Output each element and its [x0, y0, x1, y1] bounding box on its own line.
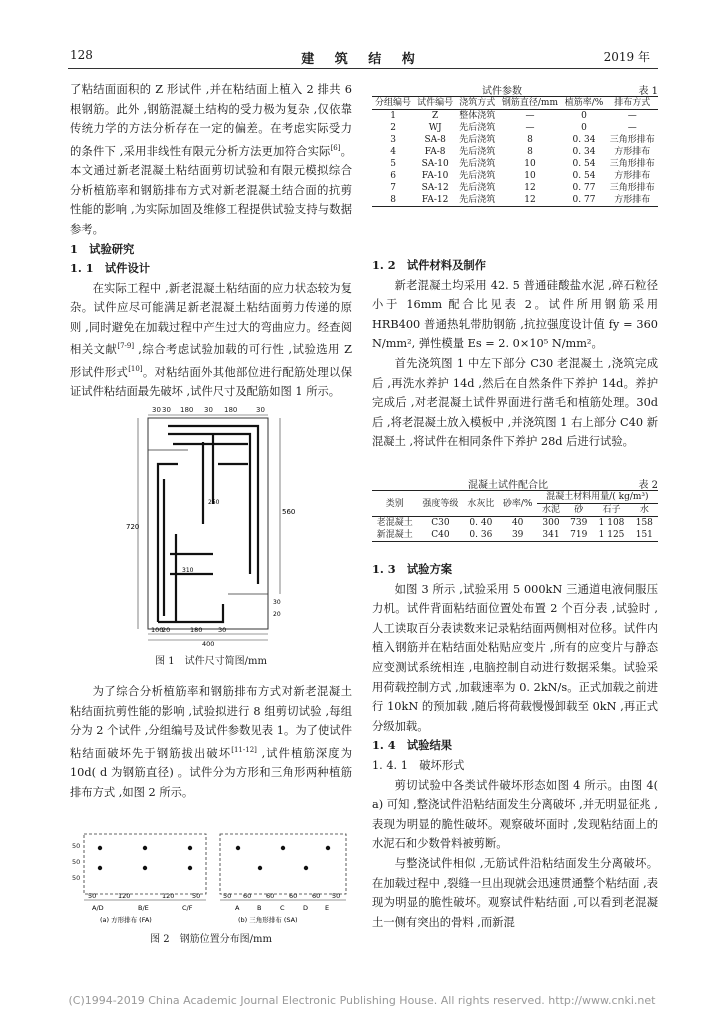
table-1 — [372, 96, 658, 207]
design-paragraph: 在实际工程中 ,新老混凝土粘结面的应力状态较为复杂。试件应尽可能满足新老混凝土粘结面剪力传递的原则 ,同时避免在加载过程中产生过大的弯曲应力。经查阅相关文献[7-9] ,综合考虑试验加载的可行性 ,试验选用 Z 形试件形式[10]。对粘结面外其他部位进行配筋处理以保证试件粘结面最先破坏 ,试件尺寸及配筋如图 1 所示。 — [70, 281, 352, 399]
table-row — [372, 134, 658, 146]
table-header: 强度等级 — [422, 498, 459, 509]
table-2 — [372, 490, 658, 542]
table-row — [372, 122, 658, 134]
fig2-vdim: 50 — [72, 842, 81, 850]
table-cell: WJ — [428, 123, 442, 133]
fig2-vdim: 50 — [72, 858, 81, 866]
table-cell: FA-8 — [424, 147, 446, 157]
left-column-bottom — [70, 682, 352, 802]
fig1-dim: 30 — [256, 406, 265, 414]
fig2a-letter: A/D — [92, 904, 104, 912]
table-cell: 39 — [511, 530, 524, 540]
fig2b-dim: 50 — [223, 892, 232, 900]
right-column-top — [372, 256, 658, 452]
table-cell: 三角形排布 — [609, 183, 655, 193]
table-header: 试件编号 — [417, 98, 454, 108]
failure-paragraph-2: 与整浇试件相似 ,无筋试件沿粘结面发生分离破坏。在加载过程中 ,裂缝一旦出现就会迅速贯通整个粘结面 ,表现为明显的脆性破坏。观察试件粘结面 ,可以看到老混凝土一侧有突出的骨料 ,而新混 — [372, 856, 658, 929]
table-row — [372, 146, 658, 158]
table-row — [372, 158, 658, 170]
table-row — [372, 182, 658, 194]
table-cell: 0. 36 — [469, 530, 493, 540]
table-cell: 40 — [511, 518, 524, 528]
table-cell: 0 — [581, 123, 587, 133]
page-number: 128 — [70, 48, 93, 62]
table-header: 水 — [639, 505, 649, 515]
fig2b-letter: E — [325, 904, 330, 912]
table-cell: 1 125 — [598, 530, 625, 540]
table-cell: 3 — [390, 135, 396, 145]
table-header: 水灰比 — [467, 498, 495, 509]
table-cell: — — [525, 111, 535, 121]
table-header: 混凝土材料用量/( kg/m³) — [537, 491, 658, 504]
table-cell: 老混凝土 — [376, 518, 413, 528]
table-cell: 三角形排布 — [609, 135, 655, 145]
section-1-3-heading: 1. 3 试验方案 — [372, 562, 453, 576]
right-column-bottom — [372, 560, 658, 932]
table-header: 石子 — [602, 505, 621, 515]
table-cell: 先后浇筑 — [459, 159, 496, 169]
table-header: 浇筑方式 — [459, 98, 496, 108]
fig2-vdim: 50 — [72, 874, 81, 882]
table-cell: 4 — [390, 147, 396, 157]
table-header: 分组编号 — [375, 98, 412, 108]
table-cell: 先后浇筑 — [459, 195, 496, 205]
table-row — [372, 170, 658, 182]
left-column-top — [70, 80, 352, 402]
fig2b-letter: D — [303, 904, 309, 912]
table-cell: C40 — [431, 530, 450, 540]
table-cell: 300 — [542, 518, 560, 528]
fig2a-letter: B/E — [138, 904, 149, 912]
section-1-heading: 1 试验研究 — [70, 241, 135, 256]
fig1-dim: 30 — [162, 406, 171, 414]
table-cell: 0. 77 — [572, 195, 596, 205]
fig2b-dim: 60 — [243, 892, 252, 900]
table-cell: 新混凝土 — [376, 530, 413, 540]
table-row — [372, 194, 658, 207]
fig1-dim: 30 — [204, 406, 213, 414]
table-cell: 0. 40 — [469, 518, 493, 528]
section-1-1-heading: 1. 1 试件设计 — [70, 261, 151, 276]
table-cell: 0. 34 — [572, 135, 596, 145]
table-cell: SA-8 — [424, 135, 446, 145]
figure-1-specimen-drawing — [118, 404, 298, 650]
table-cell: 先后浇筑 — [459, 123, 496, 133]
table-cell: 方形排布 — [614, 147, 651, 157]
table-cell: 719 — [570, 530, 588, 540]
figure-2-caption: 图 2 钢筋位置分布图/mm — [150, 934, 272, 945]
table-cell: 先后浇筑 — [459, 171, 496, 181]
table-cell: 0 — [581, 111, 587, 121]
table-cell: 0. 54 — [572, 159, 596, 169]
test-plan-paragraph: 如图 3 所示 ,试验采用 5 000kN 三通道电液伺服压力机。试件背面粘结面位置处布置 2 个百分表 ,试验时 ,人工读取百分表读数来记录粘结面两侧相对位移。试件内植入钢筋并在粘结面处粘贴应变片 ,所有的应变片与静态应变测试系统相连 ,电脑控制自动进行数据采集。试验采用荷载控制方式 ,加载速率为 0. 2kN/s。正式加载之前进行 10kN 的预加载 ,随后将荷载慢慢卸载至 0kN ,再正式分级加载。 — [372, 582, 658, 733]
table-cell: FA-10 — [421, 171, 449, 181]
fig1-dim: 180 — [180, 406, 194, 414]
table-cell: FA-12 — [421, 195, 449, 205]
fig2b-letter: B — [257, 904, 262, 912]
table-cell: 方形排布 — [614, 171, 651, 181]
fig1-dim-560: 560 — [282, 508, 296, 516]
fig2b-letter: A — [235, 904, 240, 912]
table-header: 类别 — [385, 498, 404, 509]
section-1-4-1-heading: 1. 4. 1 破坏形式 — [372, 758, 465, 772]
fig2b-dim: 60 — [266, 892, 275, 900]
fig2a-label: (a) 方形排布 (FA) — [100, 916, 152, 924]
table-cell: 7 — [390, 183, 396, 193]
table-cell: 12 — [524, 195, 536, 205]
intro-paragraph: 了粘结面面积的 Z 形试件 ,并在粘结面上植入 2 排共 6 根钢筋。此外 ,钢筋混凝土结构的受力极为复杂 ,仅依靠传统力学的方法分析存在一定的偏差。在考虑实际受力的条件下 ,采用非线性有限元分析方法更加符合实际[6]。本文通过新老混凝土粘结面剪切试验和有限元模拟综合分析植筋率和钢筋排布方式对新老混凝土结合面的抗剪性能的影响 ,为实际加固及维修工程提供试验支持与数据参考。 — [70, 83, 352, 236]
table-cell: 5 — [390, 159, 396, 169]
table-cell: 先后浇筑 — [459, 147, 496, 157]
table-cell: — — [525, 123, 535, 133]
table-cell: 341 — [542, 530, 560, 540]
table-cell: 10 — [524, 159, 536, 169]
fig1-dim-720: 720 — [126, 523, 140, 531]
table-row — [372, 529, 658, 542]
journal-year: 2019 年 — [603, 50, 650, 64]
fig1-dim-20: 20 — [273, 611, 281, 618]
grouping-paragraph: 为了综合分析植筋率和钢筋排布方式对新老混凝土粘结面抗剪性能的影响 ,试验拟进行 8 组剪切试验 ,每组分为 2 个试件 ,分组编号及试件参数见表 1。为了使试件粘结面破坏先于钢筋拔出破坏[11-12] ,试件植筋深度为 10d( d 为钢筋直径) 。试件分为方形和三角形两种植筋排布方式 ,如图 2 所示。 — [70, 685, 352, 799]
fabrication-paragraph: 首先浇筑图 1 中左下部分 C30 老混凝土 ,浇筑完成后 ,再洗水养护 14d ,然后在自然条件下养护 14d。养护完成后 ,对老混凝土试件界面进行凿毛和植筋处理。30d 后 ,将老混凝土放入模板中 ,并浇筑图 1 右上部分 C40 新混凝土 ,将试件在相同条件下养护 28d 后进行试验。 — [372, 356, 658, 449]
table-cell: — — [627, 123, 637, 133]
table-cell: 10 — [524, 171, 536, 181]
fig1-dim: 100 — [151, 626, 164, 634]
table-cell: 6 — [390, 171, 396, 181]
table-cell: 0. 77 — [572, 183, 596, 193]
fig1-dim: 180 — [224, 406, 238, 414]
fig2b-dim: 50 — [332, 892, 341, 900]
fig2a-letter: C/F — [182, 904, 193, 912]
table-header: 砂 — [574, 505, 584, 515]
table-cell: 整体浇筑 — [459, 111, 496, 121]
table-cell: 158 — [635, 518, 653, 528]
table-header: 水泥 — [541, 505, 560, 515]
table-header: 砂率/% — [502, 498, 533, 509]
table-cell: 先后浇筑 — [459, 183, 496, 193]
fig2a-dim: 120 — [118, 892, 131, 900]
section-1-4-heading: 1. 4 试验结果 — [372, 738, 453, 753]
table-cell: 三角形排布 — [609, 159, 655, 169]
fig2b-label: (b) 三角形排布 (SA) — [238, 916, 298, 924]
materials-paragraph: 新老混凝土均采用 42. 5 普通硅酸盐水泥 ,碎石粒径小于 16mm 配合比见表 2。试件所用钢筋采用 HRB400 普通热轧带肋钢筋 ,抗拉强度设计值 fy = 360 N/mm², 弹性模量 Es = 2. 0×10⁵ N/mm²。 — [372, 278, 658, 351]
table-cell: Z — [432, 111, 439, 121]
table-cell: 0. 54 — [572, 171, 596, 181]
table-cell: C30 — [431, 518, 450, 528]
table-cell: 151 — [635, 530, 653, 540]
header-rule — [68, 68, 658, 69]
failure-paragraph-1: 剪切试验中各类试件破坏形态如图 4 所示。由图 4( a) 可知 ,整浇试件沿粘结面发生分离破坏 ,并无明显征兆 ,表现为明显的脆性破坏。观察破坏面时 ,发现粘结面上的水泥石和少数骨料被剪断。 — [372, 778, 658, 851]
table-cell: — — [627, 111, 637, 121]
table-cell: 2 — [390, 123, 396, 133]
table-cell: 方形排布 — [614, 195, 651, 205]
table-cell: SA-10 — [421, 159, 449, 169]
fig1-dim: 30 — [218, 626, 227, 634]
fig2b-letter: C — [280, 904, 285, 912]
fig1-dim: 30 — [152, 406, 161, 414]
fig2a-dim: 50 — [88, 892, 97, 900]
figure-2-rebar-layout — [70, 830, 352, 930]
fig2b-dim: 60 — [289, 892, 298, 900]
table-cell: 0. 34 — [572, 147, 596, 157]
table-cell: 8 — [527, 147, 533, 157]
fig1-dim-30: 30 — [273, 599, 281, 606]
fig1-dim: 20 — [162, 626, 171, 634]
fig2b-dim: 60 — [312, 892, 321, 900]
fig2a-dim: 50 — [192, 892, 201, 900]
fig1-dim-310: 310 — [182, 567, 194, 574]
table-cell: SA-12 — [421, 183, 449, 193]
table-row — [372, 110, 658, 123]
fig2a-dim: 120 — [162, 892, 175, 900]
fig1-dim: 180 — [190, 626, 203, 634]
section-1-2-heading: 1. 2 试件材料及制作 — [372, 258, 486, 272]
table-header: 植筋率/% — [564, 98, 604, 108]
journal-title: 建 筑 结 构 — [301, 52, 423, 67]
table-cell: 先后浇筑 — [459, 135, 496, 145]
copyright-footer: (C)1994-2019 China Academic Journal Electronic Publishing House. All rights reserved. http://www.cnki.net — [68, 994, 656, 1007]
table-cell: 1 108 — [598, 518, 625, 528]
table-header: 钢筋直径/mm — [501, 98, 558, 108]
table-header: 排布方式 — [614, 98, 651, 108]
table-cell: 8 — [527, 135, 533, 145]
fig1-dim-total: 400 — [202, 640, 215, 648]
table-cell: 739 — [570, 518, 588, 528]
table-cell: 12 — [524, 183, 536, 193]
fig1-dim-250: 250 — [208, 499, 220, 506]
figure-1-caption: 图 1 试件尺寸简图/mm — [155, 656, 267, 667]
table-cell: 1 — [390, 111, 396, 121]
table-row — [372, 517, 658, 530]
table-cell: 8 — [390, 195, 396, 205]
